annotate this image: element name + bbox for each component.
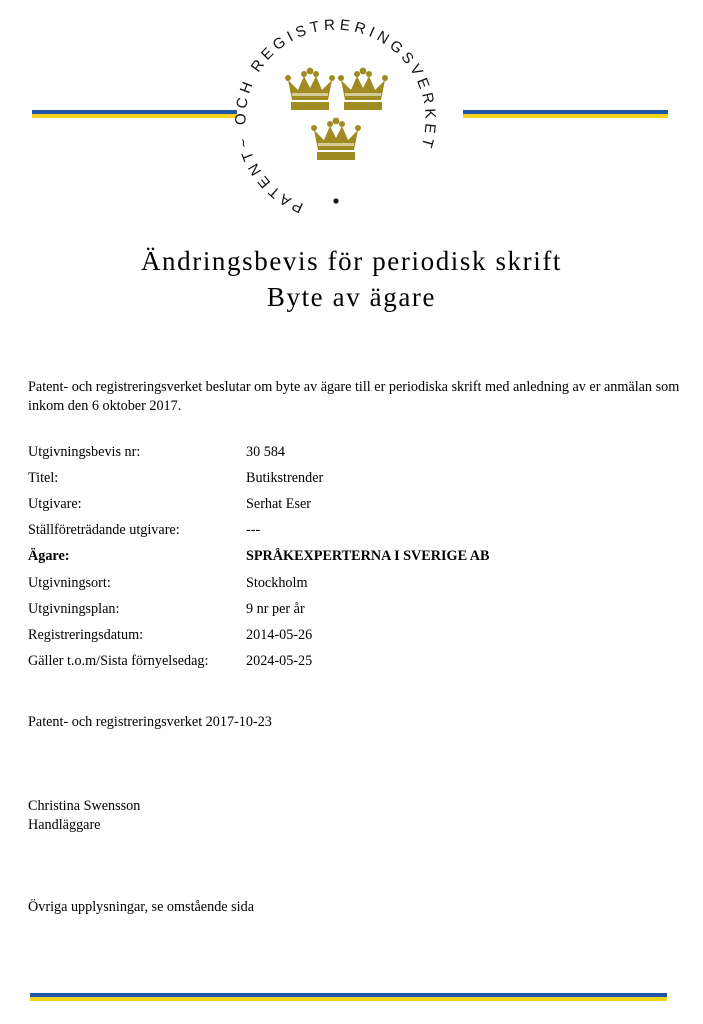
document-subtitle: Byte av ägare: [266, 282, 437, 312]
field-label: Registreringsdatum:: [28, 627, 144, 643]
field-row-galler-tom: [28, 653, 678, 675]
field-label: Utgivningsort:: [28, 575, 111, 591]
field-label: Utgivare:: [28, 496, 82, 512]
field-value: 30 584: [246, 444, 286, 460]
intro-paragraph: Patent- och registreringsverket beslutar om byte av ägare till er periodiska skrift med anledning av er anmälan som inkom den 6 oktober 2017.: [28, 379, 680, 414]
field-row-agare: [28, 548, 678, 570]
field-value: Butikstrender: [246, 470, 324, 486]
field-value: Serhat Eser: [246, 496, 312, 512]
field-value: 2014-05-26: [246, 627, 313, 643]
field-row-utgivare: [28, 496, 678, 518]
seal-ring-text: PATENT~ OCH REGISTRERINGSVERKET: [232, 16, 439, 214]
signatory-name: Christina Swensson: [28, 798, 141, 814]
field-row-stallforetradande: [28, 522, 678, 544]
svg-text:PATENT~ OCH REGISTRERINGSVERKE: [232, 16, 438, 214]
field-label: Ställföreträdande utgivare:: [28, 522, 180, 538]
flag-stripe-bottom: [30, 993, 667, 1001]
field-row-utgivningsbevis: [28, 444, 678, 466]
flag-stripe-right: [463, 110, 668, 118]
field-value: 9 nr per år: [246, 601, 305, 617]
three-crowns-icon: [285, 68, 388, 160]
footer-note: Övriga upplysningar, se omstående sida: [28, 899, 254, 915]
field-row-utgivningsplan: [28, 601, 678, 623]
field-value: SPRÅKEXPERTERNA I SVERIGE AB: [246, 548, 490, 564]
document-title: Ändringsbevis för periodisk skrift: [140, 246, 563, 276]
field-label: Titel:: [28, 470, 59, 486]
signatory-role: Handläggare: [28, 817, 101, 833]
prv-seal-logo: [222, 14, 450, 214]
field-label: Utgivningsbevis nr:: [28, 444, 141, 460]
field-label: Ägare:: [28, 548, 70, 564]
field-row-registreringsdatum: [28, 627, 678, 649]
field-label: Utgivningsplan:: [28, 601, 120, 617]
field-row-titel: [28, 470, 678, 492]
field-row-utgivningsort: [28, 575, 678, 597]
field-value: Stockholm: [246, 575, 308, 591]
flag-stripe-left: [32, 110, 237, 118]
field-value: 2024-05-25: [246, 653, 313, 669]
field-label: Gäller t.o.m/Sista förnyelsedag:: [28, 653, 209, 669]
issuer-date-line: Patent- och registreringsverket 2017-10-23: [28, 714, 272, 730]
field-value: ---: [246, 522, 261, 538]
